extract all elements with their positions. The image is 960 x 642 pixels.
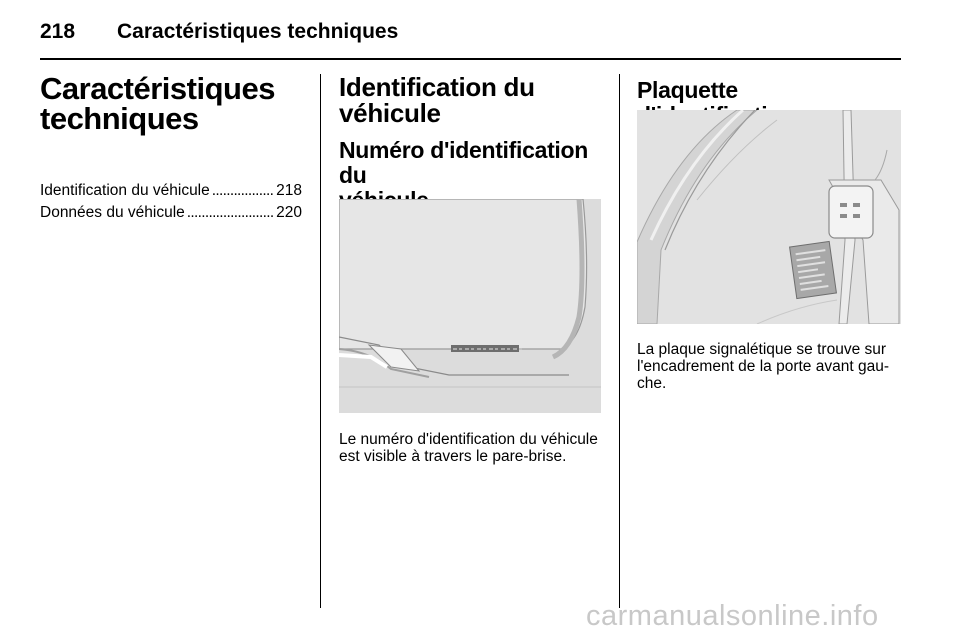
chapter-title bbox=[40, 71, 302, 136]
section-title bbox=[339, 74, 601, 126]
toc-entry[interactable] bbox=[40, 180, 302, 202]
chapter-title-line: Caractéristiques bbox=[40, 71, 275, 106]
toc-entry-page[interactable]: 220 bbox=[276, 204, 302, 221]
page-header bbox=[40, 14, 901, 54]
chapter-title-line: techniques bbox=[40, 101, 199, 136]
chapter-column bbox=[40, 71, 302, 224]
site-watermark: carmanualsonline.info bbox=[586, 600, 879, 632]
toc-entry[interactable] bbox=[40, 202, 302, 224]
plate-text-line: che. bbox=[637, 375, 667, 392]
table-of-contents bbox=[40, 180, 302, 224]
toc-entry-label[interactable]: Données du véhicule bbox=[40, 204, 185, 221]
plate-text-line: l'encadrement de la porte avant gau- bbox=[637, 358, 889, 375]
running-header-title: Caractéristiques techniques bbox=[117, 20, 399, 43]
page-number: 218 bbox=[40, 20, 76, 43]
toc-entry-label[interactable]: Identification du véhicule bbox=[40, 182, 210, 199]
vin-location-text bbox=[339, 431, 607, 465]
vin-windshield-illustration bbox=[339, 199, 601, 413]
column-divider bbox=[320, 74, 321, 608]
section-title-line: véhicule bbox=[339, 98, 441, 128]
vin-text-line: est visible à travers le pare-brise. bbox=[339, 448, 567, 465]
vin-text-line: Le numéro d'identification du véhicule bbox=[339, 431, 598, 448]
plate-text-line: La plaque signalétique se trouve sur bbox=[637, 341, 887, 358]
toc-leader-dots bbox=[212, 180, 274, 202]
toc-leader-dots bbox=[187, 202, 274, 224]
section-title-line: Identification du bbox=[339, 72, 535, 102]
identification-column bbox=[339, 74, 601, 213]
plate-section-title: Plaquette bbox=[637, 77, 738, 103]
identification-plate-illustration bbox=[637, 110, 901, 324]
toc-entry-page[interactable]: 218 bbox=[276, 182, 302, 199]
column-divider bbox=[619, 74, 620, 608]
header-rule bbox=[40, 58, 901, 60]
plate-location-text bbox=[637, 341, 905, 392]
subsection-title-line: Numéro d'identification du bbox=[339, 137, 589, 188]
